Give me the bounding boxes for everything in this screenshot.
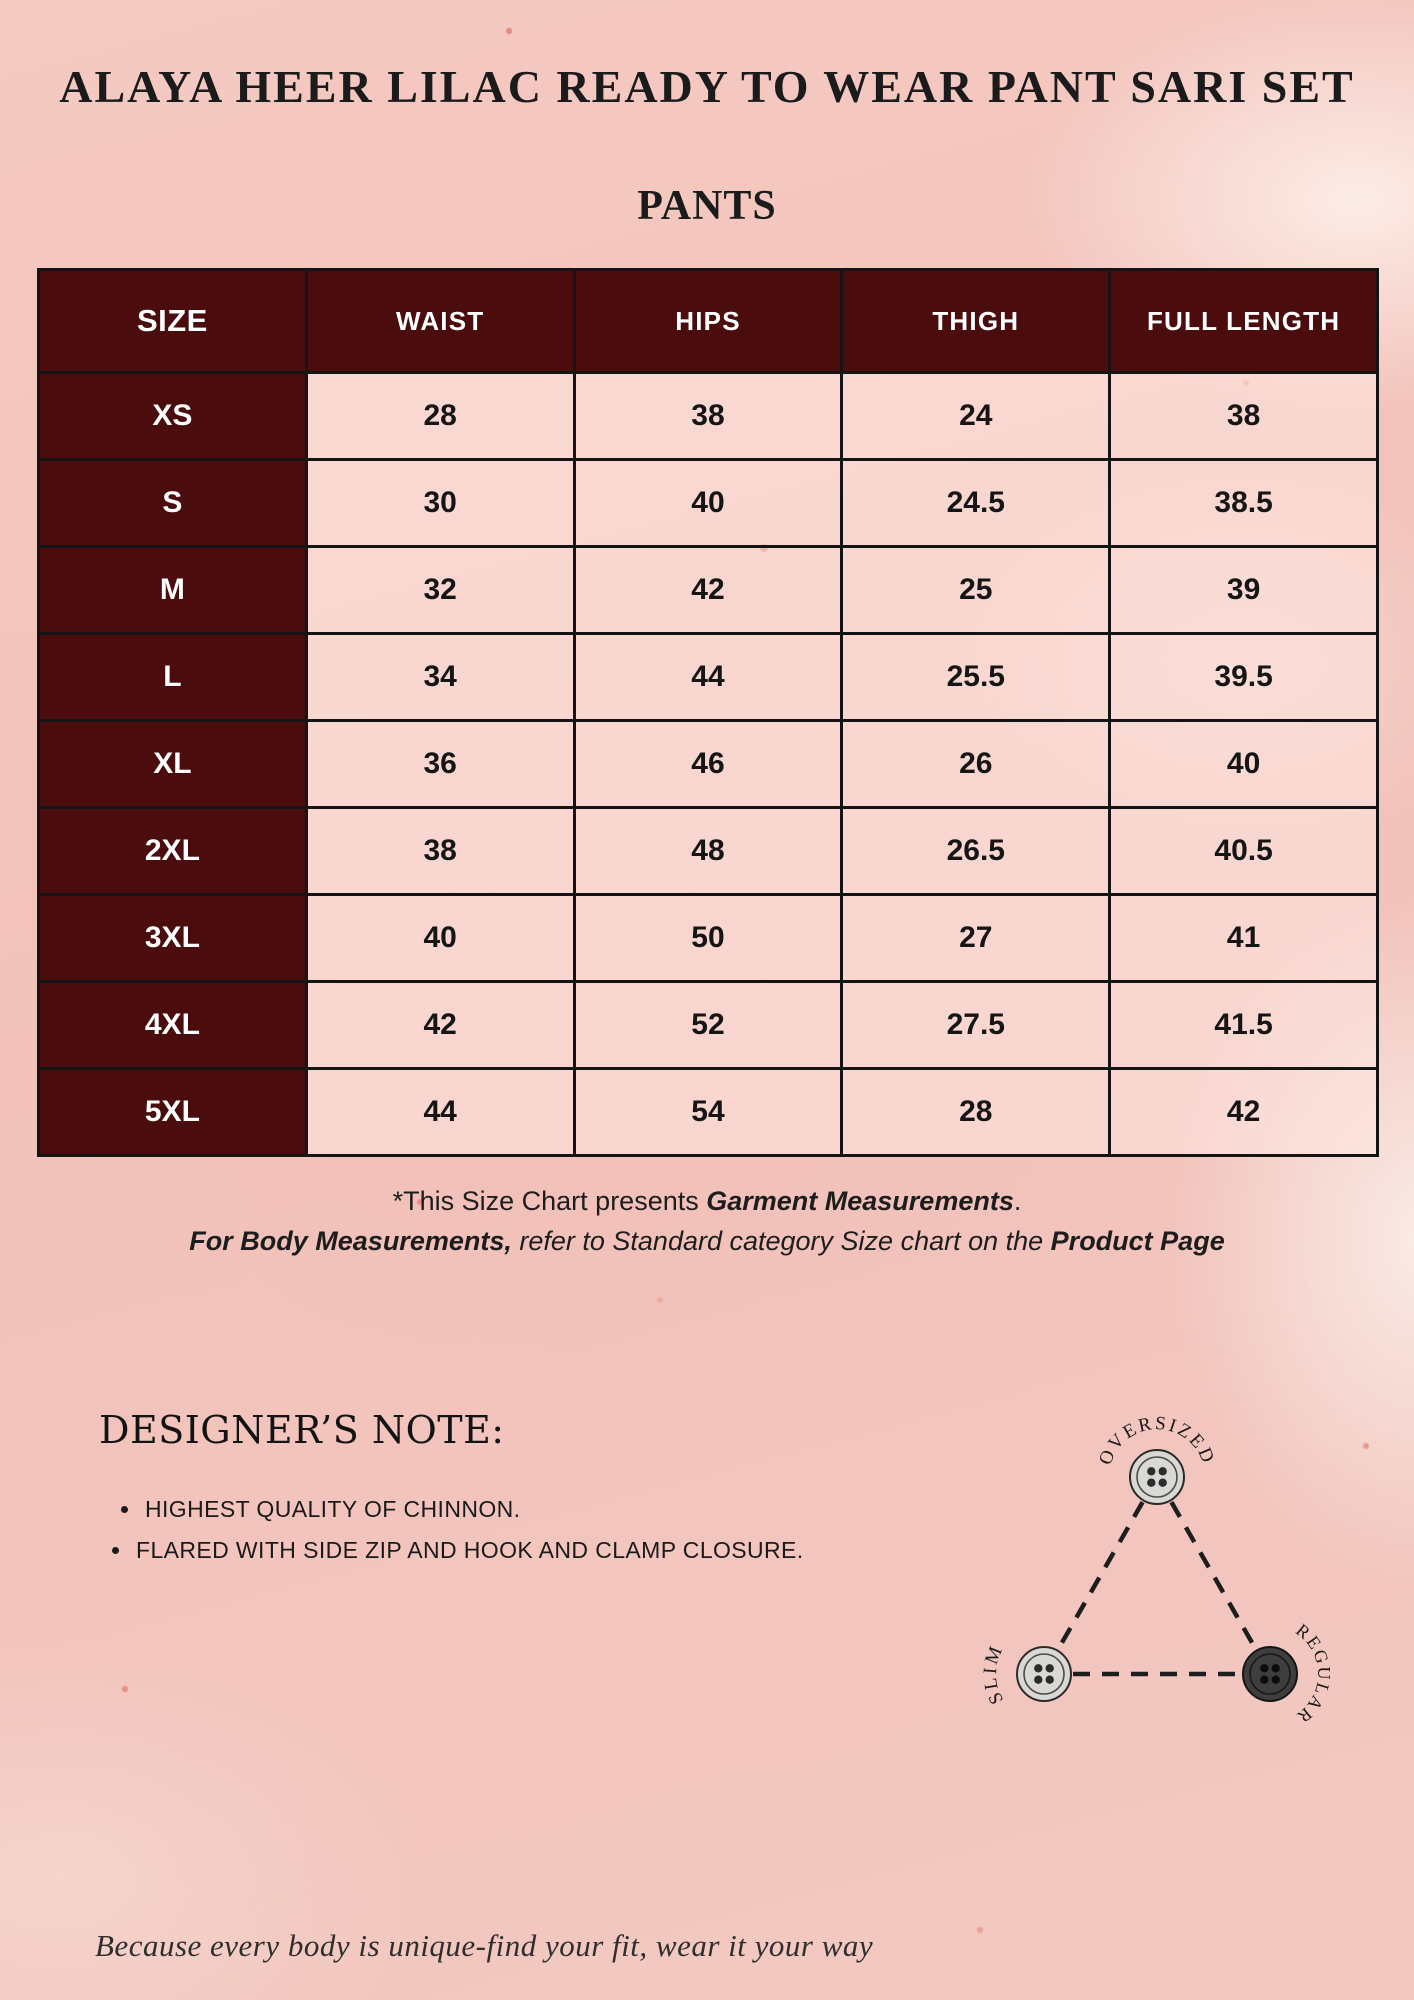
fit-triangle-diagram <box>930 1385 1390 1735</box>
hips-value: 40 <box>574 460 842 547</box>
waist-value: 28 <box>306 373 574 460</box>
size-label: L <box>39 634 307 721</box>
column-header-full-length: FULL LENGTH <box>1110 270 1378 373</box>
hips-value: 46 <box>574 721 842 808</box>
measurement-footnote <box>0 1186 1414 1257</box>
size-label: XL <box>39 721 307 808</box>
waist-value: 40 <box>306 895 574 982</box>
footnote-line1-emphasis: Garment Measurements <box>706 1186 1014 1216</box>
designer-note-heading: DESIGNER’S NOTE: <box>99 1408 505 1452</box>
column-header-size: SIZE <box>39 270 307 373</box>
full-length-value: 40 <box>1110 721 1378 808</box>
size-label: 3XL <box>39 895 307 982</box>
regular-button-icon <box>1243 1647 1297 1701</box>
hips-value: 54 <box>574 1069 842 1156</box>
brand-tagline: Because every body is unique-find your fit, wear it your way <box>95 1928 874 1963</box>
table-row <box>39 460 1378 547</box>
dashed-triangle-lines <box>1044 1477 1270 1674</box>
waist-value: 38 <box>306 808 574 895</box>
thigh-value: 27.5 <box>842 982 1110 1069</box>
table-row <box>39 373 1378 460</box>
product-title: ALAYA HEER LILAC READY TO WEAR PANT SARI SET <box>59 61 1355 112</box>
bullet-icon <box>121 1506 128 1513</box>
footnote-line2-middle: refer to Standard category Size chart on the <box>511 1226 1051 1256</box>
size-label: 2XL <box>39 808 307 895</box>
footnote-line2-emphasis2: Product Page <box>1050 1226 1225 1256</box>
list-item <box>112 1537 804 1564</box>
size-label: 5XL <box>39 1069 307 1156</box>
thigh-value: 25.5 <box>842 634 1110 721</box>
column-header-waist: WAIST <box>306 270 574 373</box>
size-chart-table <box>37 268 1379 1157</box>
size-label: M <box>39 547 307 634</box>
column-header-hips: HIPS <box>574 270 842 373</box>
full-length-value: 41 <box>1110 895 1378 982</box>
slim-button-icon <box>1017 1647 1071 1701</box>
header-row <box>39 270 1378 373</box>
designer-note-list <box>112 1496 804 1578</box>
footnote-line1 <box>0 1186 1414 1217</box>
table-row <box>39 1069 1378 1156</box>
hips-value: 52 <box>574 982 842 1069</box>
table-row <box>39 895 1378 982</box>
footnote-line2 <box>0 1226 1414 1257</box>
thigh-value: 25 <box>842 547 1110 634</box>
size-label: S <box>39 460 307 547</box>
full-length-value: 38.5 <box>1110 460 1378 547</box>
footnote-line1-suffix: . <box>1013 1186 1022 1216</box>
table-row <box>39 808 1378 895</box>
designer-note-bullet: HIGHEST QUALITY OF CHINNON. <box>145 1496 521 1522</box>
waist-value: 34 <box>306 634 574 721</box>
thigh-value: 28 <box>842 1069 1110 1156</box>
table-row <box>39 547 1378 634</box>
full-length-value: 41.5 <box>1110 982 1378 1069</box>
full-length-value: 38 <box>1110 373 1378 460</box>
waist-value: 36 <box>306 721 574 808</box>
full-length-value: 40.5 <box>1110 808 1378 895</box>
hips-value: 44 <box>574 634 842 721</box>
full-length-value: 39 <box>1110 547 1378 634</box>
thigh-value: 24.5 <box>842 460 1110 547</box>
footnote-line1-prefix: *This Size Chart presents <box>392 1186 707 1216</box>
hips-value: 48 <box>574 808 842 895</box>
thigh-value: 26.5 <box>842 808 1110 895</box>
table-row <box>39 721 1378 808</box>
table-row <box>39 982 1378 1069</box>
bullet-icon <box>112 1547 119 1554</box>
waist-value: 30 <box>306 460 574 547</box>
full-length-value: 42 <box>1110 1069 1378 1156</box>
slim-label: SLIM <box>979 1641 1009 1708</box>
waist-value: 42 <box>306 982 574 1069</box>
footnote-line2-emphasis1: For Body Measurements, <box>189 1226 512 1256</box>
column-header-thigh: THIGH <box>842 270 1110 373</box>
size-label: 4XL <box>39 982 307 1069</box>
waist-value: 44 <box>306 1069 574 1156</box>
hips-value: 42 <box>574 547 842 634</box>
oversized-label: OVERSIZED <box>1094 1412 1220 1468</box>
thigh-value: 26 <box>842 721 1110 808</box>
regular-label: REGULAR <box>1292 1619 1335 1729</box>
hips-value: 38 <box>574 373 842 460</box>
table-row <box>39 634 1378 721</box>
waist-value: 32 <box>306 547 574 634</box>
oversized-button-icon <box>1130 1450 1184 1504</box>
thigh-value: 24 <box>842 373 1110 460</box>
thigh-value: 27 <box>842 895 1110 982</box>
full-length-value: 39.5 <box>1110 634 1378 721</box>
hips-value: 50 <box>574 895 842 982</box>
size-label: XS <box>39 373 307 460</box>
garment-section-title: PANTS <box>637 183 777 229</box>
designer-note-bullet: FLARED WITH SIDE ZIP AND HOOK AND CLAMP CLOSURE. <box>136 1537 804 1563</box>
list-item <box>112 1496 804 1523</box>
